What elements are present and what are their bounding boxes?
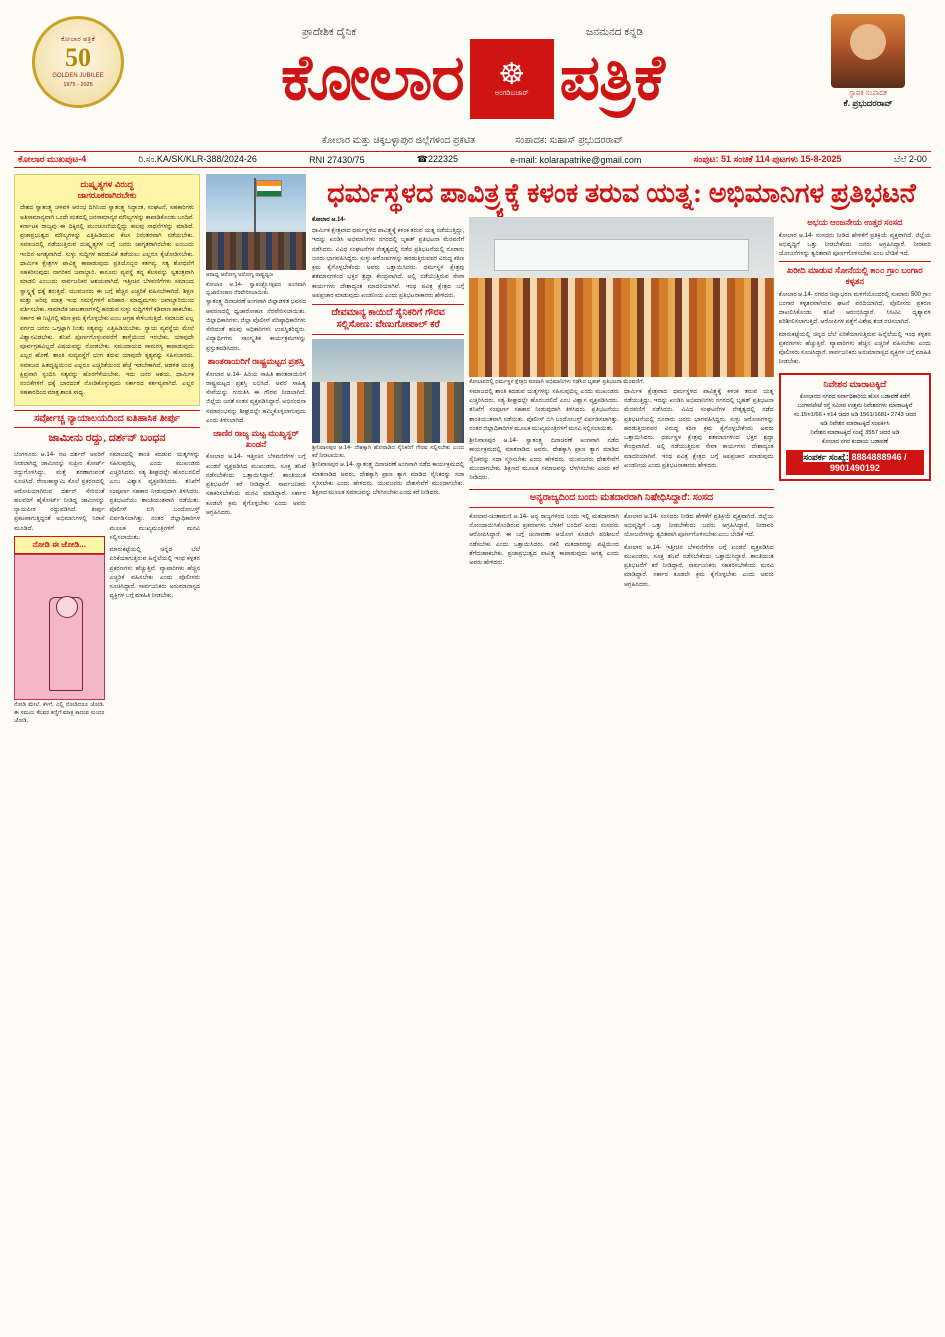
main-story-body-b1	[469, 387, 619, 483]
ad-contact[interactable]	[786, 450, 924, 475]
editorial-body	[20, 203, 194, 397]
sub-story-2-columns	[469, 512, 774, 592]
protest-photo-caption: ಕೋಲಾರದಲ್ಲಿ ಧರ್ಮಸ್ಥಳ ಕ್ಷೇತ್ರದ ಪರವಾಗಿ ಅಭಿಮಾನಿಗಳು ನಡೆಸಿದ ಬೃಹತ್ ಪ್ರತಿಭಟನಾ ಮೆರವಣಿಗೆ.	[469, 379, 645, 386]
main-col-a	[312, 217, 464, 1314]
column-editorial	[14, 174, 200, 1314]
indian-flag-icon	[256, 180, 282, 197]
divider	[779, 261, 931, 262]
bail-article-body	[14, 450, 105, 533]
tagline-left: ಪ್ರಾದೇಶಿಕ ದೈನಿಕ	[301, 25, 357, 38]
editorial-title-line2: ಜಾಗರೂಕರಾಗಿರಬೇಕು	[77, 189, 137, 200]
sub-story-2-body-cont	[624, 512, 774, 589]
march-photo-caption: ಶ್ರೀನಿವಾಸಪುರ ಆ.14- ದೇಶಕ್ಕಾಗಿ ಹೋರಾಡಿದ ಸೈನಿಕರಿಗೆ ಗೌರವ ಸಲ್ಲಿಸಬೇಕು ಎಂದು ಕರೆ ನೀಡಲಾಯಿತು.	[312, 444, 465, 459]
gold-theft-body	[779, 290, 931, 367]
golden-jubilee-emblem-icon	[32, 16, 124, 108]
ad-line-4: ಅಡಿ ನಿವೇಶನ ಮಾರಾಟಕ್ಕಿದೆ ಸಂಪರ್ಕಿಸಿ	[820, 420, 890, 427]
protest-banner	[494, 239, 750, 271]
ad-line-6: ಕೋಲಾರ ನಗರ ಕಂದಾಯ ಬಡಾವಣೆ	[821, 438, 888, 445]
editorial-title-line1: ದುಷ್ಕೃತ್ಯಗಳ ವಿರುದ್ಧ	[80, 179, 134, 189]
gold-theft-paragraph: ಕೋಲಾರ ಆ.14- ನಗರದ ಚಿನ್ನಾಭರಣ ಮಳಿಗೆಯೊಂದರಲ್ಲಿ ಸುಮಾರು 500 ಗ್ರಾಂ ಬಂಗಾರ ಕಳ್ಳತನವಾಗಿರುವ ಘಟನೆ ವರದಿಯಾಗಿದೆ. ಪೊಲೀಸರು ಪ್ರಕರಣ ದಾಖಲಿಸಿಕೊಂಡು ತನಿಖೆ ಆರಂಭಿಸಿದ್ದಾರೆ. ಸಿಸಿಟಿವಿ ದೃಶ್ಯಾವಳಿ ಪರಿಶೀಲಿಸಲಾಗುತ್ತಿದೆ. ಆರೋಪಿಗಳ ಪತ್ತೆಗೆ ವಿಶೇಷ ತಂಡ ರಚಿಸಲಾಗಿದೆ.	[778, 290, 931, 326]
main-story-body-a	[312, 226, 464, 300]
award-story-paragraph: ಕೋಲಾರ ಆ.14- ಹಿರಿಯ ಸಾಹಿತಿ ಶಾಂತರಾಯರಿಗೆ ರಾಷ್ಟ್ರಮಟ್ಟದ ಪ್ರಶಸ್ತಿ ಲಭಿಸಿದೆ. ಅವರ ಸಾಹಿತ್ಯ ಸೇವೆಯನ್ನು ಗುರುತಿಸಿ ಈ ಗೌರವ ನೀಡಲಾಗಿದೆ. ಜಿಲ್ಲೆಯ ಜನತೆ ಸಂತಸ ವ್ಯಕ್ತಪಡಿಸಿದ್ದಾರೆ. ಅಭಿನಂದನಾ ಸಮಾರಂಭವನ್ನು ಶೀಘ್ರದಲ್ಲೇ ಹಮ್ಮಿಕೊಳ್ಳಲಾಗುವುದು ಎಂದು ತಿಳಿಸಲಾಗಿದೆ.	[206, 370, 306, 424]
bail-article-continued-paragraph: ಸಮಾಜದಲ್ಲಿ ಶಾಂತಿ ಕದಡುವ ಯತ್ನಗಳನ್ನು ಸಹಿಸುವುದಿಲ್ಲ ಎಂದು ಮುಖಂಡರು ಎಚ್ಚರಿಸಿದರು. ಸತ್ಯ ಶೀಘ್ರದಲ್ಲೇ ಹೊರಬರಲಿದೆ ಎಂಬ ವಿಶ್ವಾಸ ವ್ಯಕ್ತಪಡಿಸಿದರು. ತನಿಖೆಗೆ ಸಂಪೂರ್ಣ ಸಹಕಾರ ನೀಡುವುದಾಗಿ ತಿಳಿಸಿದರು. ಪ್ರತಿಭಟನೆಯು ಶಾಂತಿಯುತವಾಗಿ ನಡೆಯಿತು. ಪೊಲೀಸ್ ಬಿಗಿ ಬಂದೋಬಸ್ತ್ ಏರ್ಪಡಿಸಲಾಗಿತ್ತು. ನಂತರ ಜಿಲ್ಲಾಧಿಕಾರಿಗಳ ಮೂಲಕ ಮುಖ್ಯಮಂತ್ರಿಗಳಿಗೆ ಮನವಿ ಸಲ್ಲಿಸಲಾಯಿತು.	[109, 450, 200, 541]
flag-photo-caption: ಕೋಲಾರ ಆ.14- ಸ್ವಾತಂತ್ರ್ಯೋತ್ಸವದ ಅಂಗವಾಗಿ ಧ್ವಜಾರೋಹಣ ನೆರವೇರಿಸಲಾಯಿತು.	[206, 281, 306, 296]
masthead-title-word-2: ಪತ್ರಿಕೆ	[559, 42, 664, 113]
main-story-paragraph-b2: ಧಾರ್ಮಿಕ ಕ್ಷೇತ್ರವಾದ ಧರ್ಮಸ್ಥಳದ ಪಾವಿತ್ರ್ಯಕ್ಕೆ ಕಳಂಕ ತರುವ ಯತ್ನ ನಡೆಯುತ್ತಿದ್ದು, ಇದನ್ನು ಖಂಡಿಸಿ ಅಭಿಮಾನಿಗಳು ನಗರದಲ್ಲಿ ಬೃಹತ್ ಪ್ರತಿಭಟನಾ ಮೆರವಣಿಗೆ ನಡೆಸಿದರು. ವಿವಿಧ ಸಂಘಟನೆಗಳ ನೇತೃತ್ವದಲ್ಲಿ ನಡೆದ ಪ್ರತಿಭಟನೆಯಲ್ಲಿ ನೂರಾರು ಜನರು ಭಾಗವಹಿಸಿದ್ದರು. ಸುಳ್ಳು ಆರೋಪಗಳನ್ನು ಹರಡುತ್ತಿರುವವರ ವಿರುದ್ಧ ಕಠಿಣ ಕ್ರಮ ಕೈಗೊಳ್ಳಬೇಕೆಂದು ಅವರು ಒತ್ತಾಯಿಸಿದರು. ಧರ್ಮಸ್ಥಳ ಕ್ಷೇತ್ರವು ಶತಮಾನಗಳಿಂದ ಭಕ್ತರ ಶ್ರದ್ಧಾ ಕೇಂದ್ರವಾಗಿದೆ. ಅಲ್ಲಿ ನಡೆಯುತ್ತಿರುವ ಸೇವಾ ಕಾರ್ಯಗಳು ದೇಶಾದ್ಯಂತ ಮಾದರಿಯಾಗಿವೆ. ಇಂಥ ಪವಿತ್ರ ಕ್ಷೇತ್ರದ ಬಗ್ಗೆ ಅಪಪ್ರಚಾರ ಮಾಡುವುದು ಖಂಡನೀಯ ಎಂದು ಪ್ರತಿಭಟನಾಕಾರರು ಹೇಳಿದರು.	[624, 387, 774, 469]
publisher-line: ಕೋಲಾರ ಮತ್ತು ಚಿಕ್ಕಬಳ್ಳಾಪುರ ಜಿಲ್ಲೆಗಳಿಂದ ಪ್ರಕಟಿತ	[322, 135, 476, 146]
page-label: ಕೋಲಾರ ಮುಖಪುಟ-4	[18, 154, 87, 164]
bull-cart-glyph-icon: ☸	[498, 57, 526, 91]
masthead	[14, 10, 931, 132]
sub-story-1-paragraph: ಶ್ರೀನಿವಾಸಪುರ ಆ.14- ಸ್ವಾತಂತ್ರ್ಯ ದಿನಾಚರಣೆ ಅಂಗವಾಗಿ ನಡೆದ ಕಾರ್ಯಕ್ರಮದಲ್ಲಿ ಮಾತನಾಡಿದ ಅವರು, ದೇಶಕ್ಕಾಗಿ ಪ್ರಾಣ ತ್ಯಾಗ ಮಾಡಿದ ಸೈನಿಕರನ್ನು ಸದಾ ಸ್ಮರಿಸಬೇಕು ಎಂದು ಹೇಳಿದರು. ಯುವಜನರು ದೇಶಸೇವೆಗೆ ಮುಂದಾಗಬೇಕು. ಶಿಕ್ಷಣದ ಮೂಲಕ ಸಮಾಜವನ್ನು ಬೆಳಗಿಸಬೇಕು ಎಂದು ಕರೆ ನೀಡಿದರು.	[312, 461, 465, 497]
cartoon-illustration	[14, 554, 105, 700]
main-col-b-split	[469, 387, 774, 486]
bail-article-col-2	[110, 450, 201, 726]
main-col-b	[469, 217, 774, 1314]
main-col-c	[779, 217, 931, 1314]
bail-article-kicker: ಸರ್ವೋಚ್ಚ ನ್ಯಾಯಾಲಯದಿಂದ ಐತಿಹಾಸಿಕ ತೀರ್ಪು	[14, 410, 200, 428]
condemn-story-paragraph: ಕೋಲಾರ ಆ.14- ಇತ್ತೀಚಿನ ಬೆಳವಣಿಗೆಗಳ ಬಗ್ಗೆ ಖಂಡನೆ ವ್ಯಕ್ತಪಡಿಸಿದ ಮುಖಂಡರು, ಸೂಕ್ತ ತನಿಖೆ ನಡೆಸಬೇಕೆಂದು ಒತ್ತಾಯಿಸಿದ್ದಾರೆ. ಶಾಂತಿಯುತ ಪ್ರತಿಭಟನೆಗೆ ಕರೆ ನೀಡಿದ್ದಾರೆ. ಸಾರ್ವಜನಿಕರು ಸಹಕರಿಸಬೇಕೆಂದು ಮನವಿ ಮಾಡಿದ್ದಾರೆ. ಸರ್ಕಾರ ಕೂಡಲೇ ಕ್ರಮ ಕೈಗೊಳ್ಳಬೇಕು ಎಂದು ಅವರು ಆಗ್ರಹಿಸಿದರು.	[206, 453, 306, 516]
founder-editor-portrait	[825, 14, 911, 109]
founder-photo	[831, 14, 905, 88]
sub-story-2-body	[469, 512, 619, 568]
ad-line-2: ಬಂಗಾರಪೇಟೆ ರಸ್ತೆ ಸಮೀಪ ಉತ್ತಮ ನಿವೇಶನಗಳು ಮಾರಾಟಕ್ಕಿವೆ	[797, 402, 913, 409]
award-story-headline: ಶಾಂತರಾಯರಿಗೆ ರಾಷ್ಟ್ರಮಟ್ಟದ ಪ್ರಶಸ್ತಿ	[207, 355, 305, 366]
publication-info-bar	[14, 151, 931, 168]
sub-story-2-paragraph: ಕೋಲಾರ-ಚಿಂತಾಮಣಿ ಆ.14- ಅನ್ಯ ರಾಜ್ಯಗಳಿಂದ ಬಂದು ಇಲ್ಲಿ ಮತದಾರರಾಗಿ ನೋಂದಾಯಿಸಿಕೊಂಡಿರುವ ಪ್ರಕರಣಗಳು ಬೆಳಕಿಗೆ ಬಂದಿವೆ ಎಂದು ಸಂಸದರು ಆರೋಪಿಸಿದ್ದಾರೆ. ಈ ಬಗ್ಗೆ ಚುನಾವಣಾ ಆಯೋಗ ಕೂಡಲೇ ಪರಿಶೀಲನೆ ನಡೆಸಬೇಕು ಎಂದು ಒತ್ತಾಯಿಸಿದರು. ನಕಲಿ ಮತದಾರರನ್ನು ಪಟ್ಟಿಯಿಂದ ತೆಗೆದುಹಾಕಬೇಕು. ಪ್ರಜಾಪ್ರಭುತ್ವದ ಪಾವಿತ್ರ್ಯ ಕಾಪಾಡುವುದು ಅಗತ್ಯ ಎಂದು ಅವರು ಹೇಳಿದರು.	[469, 512, 619, 567]
main-col-b1	[469, 387, 619, 486]
sub-story-2-paragraph-cont: ಕೋಲಾರ ಆ.14- ಸಂಸದರು ನೀಡಿದ ಹೇಳಿಕೆಗೆ ಪ್ರತಿಕ್ರಿಯೆ ವ್ಯಕ್ತವಾಗಿದೆ. ಜಿಲ್ಲೆಯ ಅಭಿವೃದ್ಧಿಗೆ ಒತ್ತು ನೀಡಬೇಕೆಂದು ಜನರು ಆಗ್ರಹಿಸಿದ್ದಾರೆ. ನೀರಾವರಿ ಯೋಜನೆಗಳನ್ನು ತ್ವರಿತವಾಗಿ ಪೂರ್ಣಗೊಳಿಸಬೇಕು ಎಂಬ ಬೇಡಿಕೆ ಇದೆ.	[624, 512, 774, 539]
ad-line-1: ಕೋಲಾರದ ನಗರದ ಸರ್ವಾಧಿಕಾರಿಯ ಹೊಸ ಬಡಾವಣೆ ಕಡೆಗೆ	[799, 393, 910, 400]
founder-caption-role: ಸ್ಥಾಪಕ ಸಂಪಾದಕ	[849, 90, 887, 97]
sub-story-2-col-1	[469, 512, 619, 592]
editorial-box	[14, 174, 200, 406]
registration-number: ರಿ.ಸಂ.KA/SK/KLR-388/2024-26	[138, 154, 257, 164]
page-content	[14, 174, 931, 1314]
protest-rally-photo	[469, 217, 774, 377]
ad-line-5: ನಿವೇಶನ ಮಾರಾಟಕ್ಕಿದೆ ಸಂಖ್ಯೆ 3557 ಚದರ ಅಡಿ	[810, 429, 900, 436]
emblem-number: 50	[65, 43, 91, 73]
sub-story-2-col-2	[624, 512, 774, 592]
sub-story-1-body	[312, 460, 464, 497]
main-story-paragraph-b1: ಸಮಾಜದಲ್ಲಿ ಶಾಂತಿ ಕದಡುವ ಯತ್ನಗಳನ್ನು ಸಹಿಸುವುದಿಲ್ಲ ಎಂದು ಮುಖಂಡರು ಎಚ್ಚರಿಸಿದರು. ಸತ್ಯ ಶೀಘ್ರದಲ್ಲೇ ಹೊರಬರಲಿದೆ ಎಂಬ ವಿಶ್ವಾಸ ವ್ಯಕ್ತಪಡಿಸಿದರು. ತನಿಖೆಗೆ ಸಂಪೂರ್ಣ ಸಹಕಾರ ನೀಡುವುದಾಗಿ ತಿಳಿಸಿದರು. ಪ್ರತಿಭಟನೆಯು ಶಾಂತಿಯುತವಾಗಿ ನಡೆಯಿತು. ಪೊಲೀಸ್ ಬಿಗಿ ಬಂದೋಬಸ್ತ್ ಏರ್ಪಡಿಸಲಾಗಿತ್ತು. ನಂತರ ಜಿಲ್ಲಾಧಿಕಾರಿಗಳ ಮೂಲಕ ಮುಖ್ಯಮಂತ್ರಿಗಳಿಗೆ ಮನವಿ ಸಲ್ಲಿಸಲಾಯಿತು.	[469, 387, 619, 432]
sub-story-2-paragraph-cont-2: ಕೋಲಾರ ಆ.14- ಇತ್ತೀಚಿನ ಬೆಳವಣಿಗೆಗಳ ಬಗ್ಗೆ ಖಂಡನೆ ವ್ಯಕ್ತಪಡಿಸಿದ ಮುಖಂಡರು, ಸೂಕ್ತ ತನಿಖೆ ನಡೆಸಬೇಕೆಂದು ಒತ್ತಾಯಿಸಿದ್ದಾರೆ. ಶಾಂತಿಯುತ ಪ್ರತಿಭಟನೆಗೆ ಕರೆ ನೀಡಿದ್ದಾರೆ. ಸಾರ್ವಜನಿಕರು ಸಹಕರಿಸಬೇಕೆಂದು ಮನವಿ ಮಾಡಿದ್ದಾರೆ. ಸರ್ಕಾರ ಕೂಡಲೇ ಕ್ರಮ ಕೈಗೊಳ್ಳಬೇಕು ಎಂದು ಅವರು ಆಗ್ರಹಿಸಿದರು.	[624, 543, 774, 588]
editor-line: ಸಂಪಾದಕ: ಸುಹಾಸ್ ಪ್ರಭುದರರಾವ್	[515, 135, 623, 146]
masthead-taglines	[14, 26, 931, 39]
main-story-dateline: ಕೋಲಾರ ಆ.14-	[312, 217, 346, 224]
masthead-badge-text: ಅಂಗಡಿಬಜಾರ್	[494, 89, 529, 97]
main-story-paragraph-b1b: ಶ್ರೀನಿವಾಸಪುರ ಆ.14- ಸ್ವಾತಂತ್ರ್ಯ ದಿನಾಚರಣೆ ಅಂಗವಾಗಿ ನಡೆದ ಕಾರ್ಯಕ್ರಮದಲ್ಲಿ ಮಾತನಾಡಿದ ಅವರು, ದೇಶಕ್ಕಾಗಿ ಪ್ರಾಣ ತ್ಯಾಗ ಮಾಡಿದ ಸೈನಿಕರನ್ನು ಸದಾ ಸ್ಮರಿಸಬೇಕು ಎಂದು ಹೇಳಿದರು. ಯುವಜನರು ದೇಶಸೇವೆಗೆ ಮುಂದಾಗಬೇಕು. ಶಿಕ್ಷಣದ ಮೂಲಕ ಸಮಾಜವನ್ನು ಬೆಳಗಿಸಬೇಕು ಎಂದು ಕರೆ ನೀಡಿದರು.	[469, 437, 619, 482]
sub-story-1-headline: ದೇವಮಾನ್ಯ ಕಾಯಿದೆ ಸೈನಿಕರಿಗೆ ಗೌರವ ಸಲ್ಲಿಸೋಣ: ವೇಣುಗೋಪಾಲ್ ಕರೆ	[312, 304, 464, 335]
masthead-title-row	[14, 39, 931, 119]
condemn-story-body	[206, 452, 306, 517]
price: ಬೆಲೆ 2-00	[893, 154, 927, 164]
gold-theft-paragraph-2: ಮಾರುಕಟ್ಟೆಯಲ್ಲಿ ಚಿನ್ನದ ಬೆಲೆ ಏರಿಕೆಯಾಗುತ್ತಿರುವ ಹಿನ್ನೆಲೆಯಲ್ಲಿ ಇಂಥ ಕಳ್ಳತನ ಪ್ರಕರಣಗಳು ಹೆಚ್ಚುತ್ತಿವೆ. ವ್ಯಾಪಾರಿಗಳು ಹೆಚ್ಚಿನ ಎಚ್ಚರಿಕೆ ವಹಿಸಬೇಕು ಎಂದು ಪೊಲೀಸರು ಸೂಚಿಸಿದ್ದಾರೆ. ಸಾರ್ವಜನಿಕರು ಅನುಮಾನಾಸ್ಪದ ವ್ಯಕ್ತಿಗಳ ಬಗ್ಗೆ ಮಾಹಿತಿ ನೀಡಬೇಕು.	[778, 330, 931, 366]
bail-article-paragraph: ಬೆಂಗಳೂರು ಆ.14- ನಟ ದರ್ಶನ್ ಅವರಿಗೆ ನೀಡಲಾಗಿದ್ದ ಜಾಮೀನನ್ನು ಸುಪ್ರೀಂ ಕೋರ್ಟ್ ರದ್ದುಗೊಳಿಸಿದ್ದು, ಮತ್ತೆ ಶರಣಾಗುವಂತೆ ಸೂಚಿಸಿದೆ. ರೇಣುಕಾಸ್ವಾಮಿ ಕೊಲೆ ಪ್ರಕರಣದಲ್ಲಿ ಆರೋಪಿಯಾಗಿರುವ ದರ್ಶನ್ ಸೇರಿದಂತೆ ಹಲವರಿಗೆ ಹೈಕೋರ್ಟ್ ನೀಡಿದ್ದ ಜಾಮೀನನ್ನು ನ್ಯಾಯಪೀಠ ರದ್ದುಪಡಿಸಿದೆ. ತೀರ್ಪು ಪ್ರಕಟವಾಗುತ್ತಿದ್ದಂತೆ ಅಭಿಮಾನಿಗಳಲ್ಲಿ ನಿರಾಸೆ ಮೂಡಿದೆ.	[14, 450, 105, 532]
gold-theft-headline: ಖರೀದಿ ಮಾಡುವ ಸೋನೆಯಲ್ಲಿ ೫೦೦ ಗ್ರಾಂ ಬಂಗಾರ ಕಳ್ಳತನ	[786, 265, 923, 287]
column-main	[312, 174, 931, 1314]
masthead-footer	[14, 135, 931, 146]
main-story-paragraph-a: ಧಾರ್ಮಿಕ ಕ್ಷೇತ್ರವಾದ ಧರ್ಮಸ್ಥಳದ ಪಾವಿತ್ರ್ಯಕ್ಕೆ ಕಳಂಕ ತರುವ ಯತ್ನ ನಡೆಯುತ್ತಿದ್ದು, ಇದನ್ನು ಖಂಡಿಸಿ ಅಭಿಮಾನಿಗಳು ನಗರದಲ್ಲಿ ಬೃಹತ್ ಪ್ರತಿಭಟನಾ ಮೆರವಣಿಗೆ ನಡೆಸಿದರು. ವಿವಿಧ ಸಂಘಟನೆಗಳ ನೇತೃತ್ವದಲ್ಲಿ ನಡೆದ ಪ್ರತಿಭಟನೆಯಲ್ಲಿ ನೂರಾರು ಜನರು ಭಾಗವಹಿಸಿದ್ದರು. ಸುಳ್ಳು ಆರೋಪಗಳನ್ನು ಹರಡುತ್ತಿರುವವರ ವಿರುದ್ಧ ಕಠಿಣ ಕ್ರಮ ಕೈಗೊಳ್ಳಬೇಕೆಂದು ಅವರು ಒತ್ತಾಯಿಸಿದರು. ಧರ್ಮಸ್ಥಳ ಕ್ಷೇತ್ರವು ಶತಮಾನಗಳಿಂದ ಭಕ್ತರ ಶ್ರದ್ಧಾ ಕೇಂದ್ರವಾಗಿದೆ. ಅಲ್ಲಿ ನಡೆಯುತ್ತಿರುವ ಸೇವಾ ಕಾರ್ಯಗಳು ದೇಶಾದ್ಯಂತ ಮಾದರಿಯಾಗಿವೆ. ಇಂಥ ಪವಿತ್ರ ಕ್ಷೇತ್ರದ ಬಗ್ಗೆ ಅಪಪ್ರಚಾರ ಮಾಡುವುದು ಖಂಡನೀಯ ಎಂದು ಪ್ರತಿಭಟನಾಕಾರರು ಹೇಳಿದರು.	[312, 227, 465, 299]
ad-title: ನಿವೇಶನ ಮಾರಾಟಕ್ಕಿದೆ	[823, 378, 887, 389]
cartoon-figure-1	[49, 597, 83, 691]
flag-hoisting-photo	[206, 174, 306, 270]
column-local-news	[206, 174, 306, 1314]
emblem-years: 1975 - 2025	[63, 82, 93, 89]
ad-line-3: ಸಂ.15೪1/66 • ೪14 ಚದರ ಅಡಿ 1561/1681• 2743 ಚದರ	[793, 411, 917, 418]
editorial-paragraph: ದೇಶದ ಸ್ವಾತಂತ್ರ್ಯ ಚಳವಳಿ ಆರಂಭ ದಿಗಿನಿಂದ ಸ್ವಾತಂತ್ರ್ಯ ಸಿದ್ಧಾಂತ, ಸಂಘಟನೆ, ಸಹಕಾರಿಗಳು ಅತಿಸಾಮಾನ್ಯವಾಗಿ ಒಂದೇ ಮತದಲ್ಲಿ ಜನಸಾಮಾನ್ಯರ ಮೌಲ್ಯಗಳನ್ನು ಕಾಪಾಡಿಕೊಂಡು ಬಂದಿವೆ. ಕರ್ನಾಟಕ ರಾಜ್ಯವು ಈ ದಿಕ್ಕಿನಲ್ಲಿ ಮುಂಚೂಣಿಯಲ್ಲಿದ್ದು ಹಲವು ಸಾಧನೆಗಳನ್ನು ಮಾಡಿದೆ. ಪ್ರಜಾಪ್ರಭುತ್ವದ ಮೌಲ್ಯಗಳನ್ನು ಎತ್ತಿಹಿಡಿಯುವ ಕೆಲಸ ನಿರಂತರವಾಗಿ ನಡೆಯಬೇಕು. ಸಮಾಜದಲ್ಲಿ ನಡೆಯುತ್ತಿರುವ ದುಷ್ಕೃತ್ಯಗಳ ಬಗ್ಗೆ ಜನರು ಜಾಗೃತರಾಗಿರಬೇಕು ಎಂಬುದು ಇಂದಿನ ಅಗತ್ಯವಾಗಿದೆ. ಸುಳ್ಳು ಸುದ್ದಿಗಳ ಹರಡುವಿಕೆ ತಡೆಯಲು ಎಲ್ಲರೂ ಕೈಜೋಡಿಸಬೇಕು. ಧಾರ್ಮಿಕ ಕ್ಷೇತ್ರಗಳ ಪಾವಿತ್ರ್ಯ ಕಾಪಾಡುವುದು ಪ್ರತಿಯೊಬ್ಬರ ಕರ್ತವ್ಯ. ಸತ್ಯ ಶೋಧನೆಗೆ ಸಹಕರಿಸುವುದು ನಾಗರಿಕರ ಜವಾಬ್ದಾರಿ. ಕಾನೂನು ವ್ಯವಸ್ಥೆ ತನ್ನ ಕೆಲಸವನ್ನು ಸ್ವತಂತ್ರವಾಗಿ ಮಾಡಲಿ ಎಂಬುದು ಸಾರ್ವಜನಿಕರ ಆಶಯವಾಗಿದೆ. ಇತ್ತೀಚಿನ ಬೆಳವಣಿಗೆಗಳು ಸಮಾಜದ ಸ್ವಾಸ್ಥ್ಯಕ್ಕೆ ಧಕ್ಕೆ ತರುತ್ತಿವೆ. ಯುವಜನರು ಈ ಬಗ್ಗೆ ಹೆಚ್ಚಿನ ಎಚ್ಚರಿಕೆ ವಹಿಸಬೇಕಾಗಿದೆ. ಶಿಕ್ಷಣ ಮತ್ತು ಅರಿವು ಮಾತ್ರ ಇಂಥ ಸಮಸ್ಯೆಗಳಿಗೆ ಪರಿಹಾರ. ಮಾಧ್ಯಮಗಳು ಜವಾಬ್ದಾರಿಯಿಂದ ವರ್ತಿಸಬೇಕು. ಸಾಮಾಜಿಕ ಜಾಲತಾಣಗಳಲ್ಲಿ ಹರಡುವ ಸುಳ್ಳು ಸುದ್ದಿಗಳಿಗೆ ಕಡಿವಾಣ ಹಾಕಬೇಕು. ಸರ್ಕಾರ ಈ ನಿಟ್ಟಿನಲ್ಲಿ ಕಠಿಣ ಕ್ರಮ ಕೈಗೊಳ್ಳಬೇಕು ಎಂಬ ಆಗ್ರಹ ಕೇಳಿಬರುತ್ತಿದೆ. ಸಮಾಜದ ಎಲ್ಲ ವರ್ಗದ ಜನರು ಒಗ್ಗಟ್ಟಾಗಿ ನಿಂತು ಸತ್ಯವನ್ನು ಎತ್ತಿಹಿಡಿಯಬೇಕು. ನ್ಯಾಯ ವ್ಯವಸ್ಥೆಯ ಮೇಲೆ ವಿಶ್ವಾಸವಿಡಬೇಕು. ತನಿಖೆ ಪೂರ್ಣಗೊಳ್ಳುವವರೆಗೆ ತಾಳ್ಮೆಯಿಂದ ಇರಬೇಕು. ಯಾವುದೇ ಪೂರ್ವಗ್ರಹವಿಲ್ಲದೆ ವಿಷಯವನ್ನು ನೋಡಬೇಕು. ಸಮುದಾಯದ ಸಾಮರಸ್ಯ ಕಾಪಾಡುವುದು ಎಲ್ಲರ ಹೊಣೆ. ಶಾಂತಿ ಸುವ್ಯವಸ್ಥೆಗೆ ಭಂಗ ತರುವ ಯಾವುದೇ ಕೃತ್ಯವನ್ನು ಸಹಿಸಬಾರದು. ಸಮಾಜದ ಹಿತದೃಷ್ಟಿಯಿಂದ ಎಲ್ಲರೂ ಎಚ್ಚರಿಕೆಯಿಂದ ಹೆಜ್ಜೆ ಇಡಬೇಕಾಗಿದೆ. ಆಡಳಿತ ಯಂತ್ರ ಕ್ಷಿಪ್ರವಾಗಿ ಸ್ಪಂದಿಸಿ ಸತ್ಯವನ್ನು ಹೊರಗೆಳೆಯಬೇಕು. ಇದು ಜನರ ಆಶಯ. ಧಾರ್ಮಿಕ ನಂಬಿಕೆಗಳಿಗೆ ಧಕ್ಕೆ ಬಾರದಂತೆ ನೋಡಿಕೊಳ್ಳುವುದು ಸರ್ಕಾರದ ಕರ್ತವ್ಯವಾಗಿದೆ. ಎಲ್ಲರ ಸಹಕಾರದಿಂದ ಮಾತ್ರ ಶಾಂತಿ ಸಾಧ್ಯ.	[20, 204, 194, 397]
masthead-center	[14, 24, 931, 119]
condemn-story-headline: ಜಾಣಿರ ರಾಜ್ಯ ಮಟ್ಟ ಮುಖ್ಯಸ್ಥರ್ ಖಂಡನೆ	[213, 428, 299, 449]
rni-number: RNI 27430/75	[309, 154, 365, 165]
right-story-1-body	[779, 231, 931, 259]
emblem-bottom-text: GOLDEN JUBILEE	[52, 73, 104, 80]
flag-photo-sub-caption: ಆರಾಧ್ಯ ಆರೋಗ್ಯ ಅರೋಗ್ಯ ರಾಷ್ಟ್ರಧ್ವಜ	[206, 272, 274, 278]
main-story-body-b2	[624, 387, 774, 470]
emblem-top-text: ಕೋಲಾರ ಪತ್ರಿಕೆ	[60, 35, 96, 43]
award-story-body	[206, 370, 306, 426]
main-col-b2	[624, 387, 774, 486]
flag-photo-crowd	[206, 232, 306, 270]
ad-contact-numbers: 8884888946 / 9901490192	[829, 451, 907, 473]
protest-crowd	[469, 278, 774, 377]
page-title: ಧರ್ಮಸ್ಥಳದ ಪಾವಿತ್ರ್ಯಕ್ಕೆ ಕಳಂಕ ತರುವ ಯತ್ನ: ಅಭಿಮಾನಿಗಳ ಪ್ರತಿಭಟನೆ	[327, 178, 916, 208]
masthead-emblem-badge-icon	[470, 39, 554, 119]
cartoon-caption: ನೋಡಿ ಮೇಲೆ, ಕೆಳಗೆ, ಎಲ್ಲಿ ನೋಡಿದರೂ ಜೋಡಿ. ಈ ಸಮಯ ಕೆಲವರ ಕಣ್ಣಿಗೆ ಮಾತ್ರ ಕಾಣುವ ಸುಂದರ ಜೋಡಿ.	[14, 701, 105, 724]
bail-article-headline: ಜಾಮೀನು ರದ್ದು, ದರ್ಶನ್ ಬಂಧನ	[48, 431, 166, 444]
email-address[interactable]: e-mail: kolarapatrike@gmail.com	[510, 154, 642, 165]
masthead-title-word-1: ಕೋಲಾರ	[281, 42, 464, 113]
bail-article-continued-paragraph-2: ಮಾರುಕಟ್ಟೆಯಲ್ಲಿ ಚಿನ್ನದ ಬೆಲೆ ಏರಿಕೆಯಾಗುತ್ತಿರುವ ಹಿನ್ನೆಲೆಯಲ್ಲಿ ಇಂಥ ಕಳ್ಳತನ ಪ್ರಕರಣಗಳು ಹೆಚ್ಚುತ್ತಿವೆ. ವ್ಯಾಪಾರಿಗಳು ಹೆಚ್ಚಿನ ಎಚ್ಚರಿಕೆ ವಹಿಸಬೇಕು ಎಂದು ಪೊಲೀಸರು ಸೂಚಿಸಿದ್ದಾರೆ. ಸಾರ್ವಜನಿಕರು ಅನುಮಾನಾಸ್ಪದ ವ್ಯಕ್ತಿಗಳ ಬಗ್ಗೆ ಮಾಹಿತಿ ನೀಡಬೇಕು.	[109, 546, 200, 600]
flag-hoisting-body	[206, 297, 306, 353]
tagline-right: ಜನಮನದ ಕನ್ನಡಿ	[586, 25, 644, 38]
bail-article-columns	[14, 450, 200, 726]
founder-caption-name: ಕೆ. ಪ್ರಭುದರರಾವ್	[843, 98, 893, 108]
cartoon-caption-title: ನೋಡಿ ಈ ಜೋಡಿ...	[14, 536, 105, 554]
volume-issue-date: ಸಂಪುಟ: 51 ಸಂಚಿಕೆ 114 ಪುಟಗಳು 15-8-2025	[693, 154, 842, 164]
bail-article-col-1	[14, 450, 105, 726]
phone-number: ☎222325	[416, 154, 459, 164]
right-story-1-headline: ಅಭಯ ಆಂಜನೇಯ ಉತ್ತರ ಸಂಸದ	[807, 217, 903, 228]
cartoon-head-1	[56, 596, 78, 618]
editorial-title	[20, 179, 194, 200]
main-columns	[312, 217, 931, 1314]
ad-contact-label: ಸಂಪರ್ಕ ಸಂಖ್ಯೆ:	[803, 451, 849, 462]
right-story-1-paragraph: ಕೋಲಾರ ಆ.14- ಸಂಸದರು ನೀಡಿದ ಹೇಳಿಕೆಗೆ ಪ್ರತಿಕ್ರಿಯೆ ವ್ಯಕ್ತವಾಗಿದೆ. ಜಿಲ್ಲೆಯ ಅಭಿವೃದ್ಧಿಗೆ ಒತ್ತು ನೀಡಬೇಕೆಂದು ಜನರು ಆಗ್ರಹಿಸಿದ್ದಾರೆ. ನೀರಾವರಿ ಯೋಜನೆಗಳನ್ನು ತ್ವರಿತವಾಗಿ ಪೂರ್ಣಗೊಳಿಸಬೇಕು ಎಂಬ ಬೇಡಿಕೆ ಇದೆ.	[778, 231, 931, 258]
classified-ad	[779, 373, 931, 481]
sub-story-2-headline: ಅನ್ಯರಾಜ್ಯದಿಂದ ಬಂದು ಮತದಾರರಾಗಿ ನಿಷೇಧಿಸಿದ್ದಾರೆ: ಸಂಸದ	[469, 489, 774, 507]
march-photo-people	[312, 382, 464, 442]
flag-hoisting-paragraph: ಸ್ವಾತಂತ್ರ್ಯ ದಿನಾಚರಣೆ ಅಂಗವಾಗಿ ಜಿಲ್ಲಾಡಳಿತ ಭವನದ ಆವರಣದಲ್ಲಿ ಧ್ವಜಾರೋಹಣ ನೆರವೇರಿಸಲಾಯಿತು. ಜಿಲ್ಲಾಧಿಕಾರಿಗಳು, ಜಿಲ್ಲಾ ಪೊಲೀಸ್ ವರಿಷ್ಠಾಧಿಕಾರಿಗಳು ಸೇರಿದಂತೆ ಹಲವು ಅಧಿಕಾರಿಗಳು ಉಪಸ್ಥಿತರಿದ್ದರು. ವಿದ್ಯಾರ್ಥಿಗಳು ಸಾಂಸ್ಕೃತಿಕ ಕಾರ್ಯಕ್ರಮಗಳನ್ನು ಪ್ರಸ್ತುತಪಡಿಸಿದರು.	[206, 298, 307, 352]
bail-article-body-continued	[110, 450, 201, 601]
march-photo	[312, 339, 464, 443]
